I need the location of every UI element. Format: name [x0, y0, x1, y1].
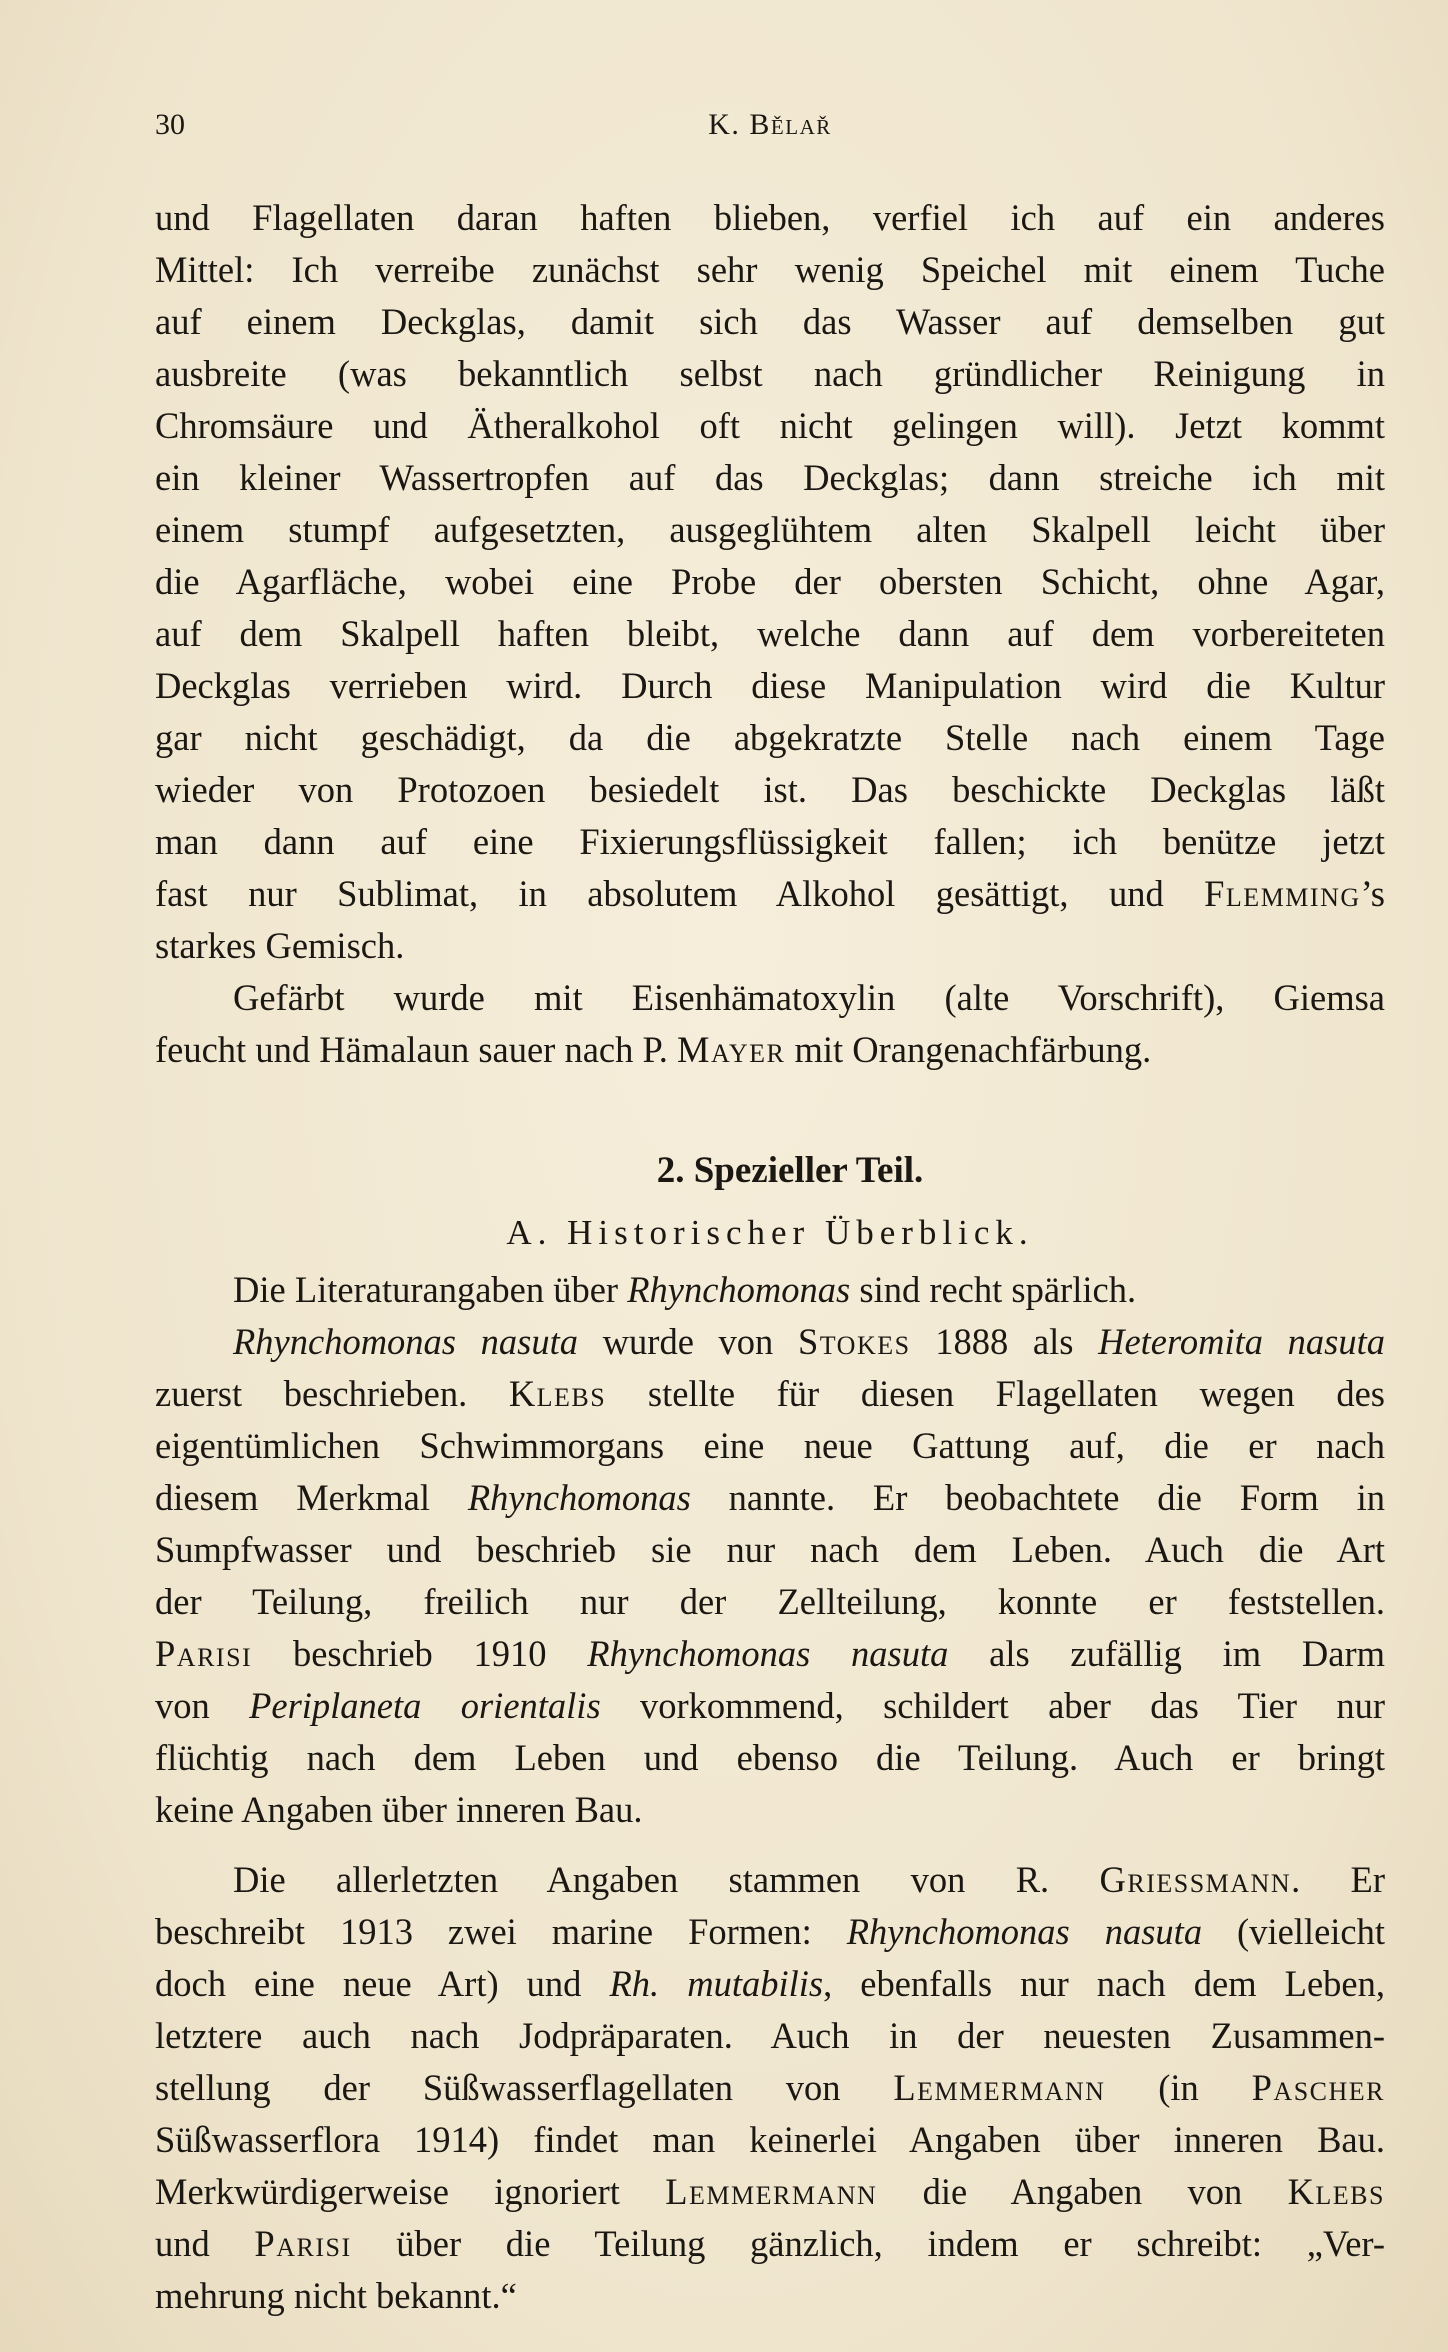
author-name: Lemmermann [893, 2067, 1106, 2108]
text-run: vorkommend, schildert aber das Tier nur [600, 1685, 1385, 1726]
text-line: starkes Gemisch. [155, 925, 405, 966]
text-run: . Er [1291, 1859, 1386, 1900]
author-name: Lemmermann [665, 2171, 878, 2212]
text-run: stellte für diesen Flagellaten wegen des [606, 1373, 1385, 1414]
text-line: letztere auch nach Jodpräparaten. Auch in der neuesten Zusammen- [155, 2015, 1385, 2056]
text-line: ausbreite (was bekanntlich selbst nach gründlicher Reinigung in [155, 353, 1385, 394]
text-line: Deckglas verrieben wird. Durch diese Manipulation wird die Kultur [155, 665, 1385, 706]
author-name: Pascher [1251, 2067, 1386, 2108]
text-line: und Flagellaten daran haften blieben, verfiel ich auf ein anderes [155, 197, 1385, 238]
section-title: 2. Spezieller Teil. [656, 1150, 924, 1191]
text-line: Gefärbt wurde mit Eisenhämatoxylin (alte Vorschrift), Giemsa [233, 977, 1385, 1018]
text-line: der Teilung, freilich nur der Zellteilung, konnte er feststellen. [155, 1581, 1385, 1622]
text-run: Die allerletzten Angaben stammen von R. [233, 1859, 1100, 1900]
text-line: flüchtig nach dem Leben und ebenso die Teilung. Auch er bringt [155, 1737, 1385, 1778]
text-line [155, 2166, 1385, 2218]
text-line [155, 868, 1385, 920]
taxon-name: Heteromita nasuta [1098, 1321, 1386, 1362]
author-name: Klebs [508, 1373, 607, 1414]
text-run: 1888 als [910, 1321, 1099, 1362]
author-name: Flemming [1204, 873, 1361, 914]
text-run: doch eine neue Art) und [155, 1963, 610, 2004]
page-header [155, 108, 1385, 148]
text-line [155, 1264, 1385, 1316]
text-line: eigentümlichen Schwimmorgans eine neue Gattung auf, die er nach [155, 1425, 1385, 1466]
text-line: die Agarfläche, wobei eine Probe der obersten Schicht, ohne Agar, [155, 561, 1385, 602]
text-run: mit Orangenachfärbung. [785, 1029, 1152, 1070]
text-run: über die Teilung gänzlich, indem er schreibt: „Ver- [351, 2223, 1386, 2264]
text-line [155, 1024, 1385, 1076]
text-run: sind recht spärlich. [850, 1269, 1137, 1310]
text-line [155, 1316, 1385, 1368]
text-run: , ebenfalls nur nach dem Leben, [823, 1963, 1385, 2004]
author-name: Parisi [254, 2223, 352, 2264]
text-run: feucht und Hämalaun sauer nach P. [155, 1029, 677, 1070]
text-run: zuerst beschrieben. [155, 1373, 509, 1414]
text-line [155, 1958, 1385, 2010]
taxon-name: Rh. mutabilis [609, 1963, 824, 2004]
text-line: auf einem Deckglas, damit sich das Wasser auf demselben gut [155, 301, 1385, 342]
text-line: Süßwasserflora 1914) findet man keinerlei Angaben über inneren Bau. [155, 2119, 1385, 2160]
text-line [155, 1906, 1385, 1958]
text-run: Merkwürdigerweise ignoriert [155, 2171, 666, 2212]
text-line: einem stumpf aufgesetzten, ausgeglühtem alten Skalpell leicht über [155, 509, 1385, 550]
text-run: die Angaben von [877, 2171, 1288, 2212]
text-line: man dann auf eine Fixierungsflüssigkeit fallen; ich benütze jetzt [155, 821, 1385, 862]
text-line: mehrung nicht bekannt.“ [155, 2275, 517, 2316]
taxon-name: Rhynchomonas nasuta [233, 1321, 579, 1362]
text-run: beschreibt 1913 zwei marine Formen: [155, 1911, 847, 1952]
author-name: Klebs [1287, 2171, 1385, 2212]
text-line: ein kleiner Wassertropfen auf das Deckglas; dann streiche ich mit [155, 457, 1385, 498]
text-line [155, 1854, 1385, 1906]
text-run: fast nur Sublimat, in absolutem Alkohol gesättigt, und [155, 873, 1205, 914]
text-line: Sumpfwasser und beschrieb sie nur nach dem Leben. Auch die Art [155, 1529, 1385, 1570]
text-line: keine Angaben über inneren Bau. [155, 1789, 643, 1830]
text-line: auf dem Skalpell haften bleibt, welche dann auf dem vorbereiteten [155, 613, 1385, 654]
text-run: Die Literaturangaben über [233, 1269, 628, 1310]
text-line [155, 1368, 1385, 1420]
page-number: 30 [155, 108, 185, 141]
text-run: nannte. Er beobachtete die Form in [690, 1477, 1385, 1518]
text-run: (vielleicht [1202, 1911, 1386, 1952]
taxon-name: Rhynchomonas [627, 1269, 851, 1310]
author-name: Griessmann [1099, 1859, 1292, 1900]
spacer [155, 1836, 1385, 1854]
text-run: (in [1105, 2067, 1252, 2108]
author-name: Parisi [155, 1633, 253, 1674]
author-name: Mayer [676, 1029, 786, 1070]
text-run: ’s [1360, 873, 1385, 914]
text-run: von [155, 1685, 250, 1726]
taxon-name: Rhynchomonas nasuta [587, 1633, 949, 1674]
running-head: K. Bělař [708, 108, 832, 141]
page-body [155, 192, 1385, 2322]
author-name: Stokes [797, 1321, 911, 1362]
text-run: beschrieb 1910 [252, 1633, 588, 1674]
text-run: und [155, 2223, 255, 2264]
spacer [155, 1076, 1385, 1140]
text-run: stellung der Süßwasserflagellaten von [155, 2067, 894, 2108]
taxon-name: Rhynchomonas nasuta [846, 1911, 1203, 1952]
text-run: diesem Merkmal [155, 1477, 468, 1518]
text-line [155, 1680, 1385, 1732]
text-line: gar nicht geschädigt, da die abgekratzte Stelle nach einem Tage [155, 717, 1385, 758]
subsection-title: A. Historischer Überblick. [506, 1213, 1034, 1252]
text-run: als zufällig im Darm [948, 1633, 1385, 1674]
text-line [155, 1628, 1385, 1680]
text-line [155, 2062, 1385, 2114]
taxon-name: Periplaneta orientalis [249, 1685, 601, 1726]
taxon-name: Rhynchomonas [467, 1477, 691, 1518]
text-line [155, 2218, 1385, 2270]
text-line [155, 1472, 1385, 1524]
text-line: Mittel: Ich verreibe zunächst sehr wenig Speichel mit einem Tuche [155, 249, 1385, 290]
text-line: wieder von Protozoen besiedelt ist. Das beschickte Deckglas läßt [155, 769, 1385, 810]
text-run: wurde von [578, 1321, 798, 1362]
text-line: Chromsäure und Ätheralkohol oft nicht gelingen will). Jetzt kommt [155, 405, 1385, 446]
